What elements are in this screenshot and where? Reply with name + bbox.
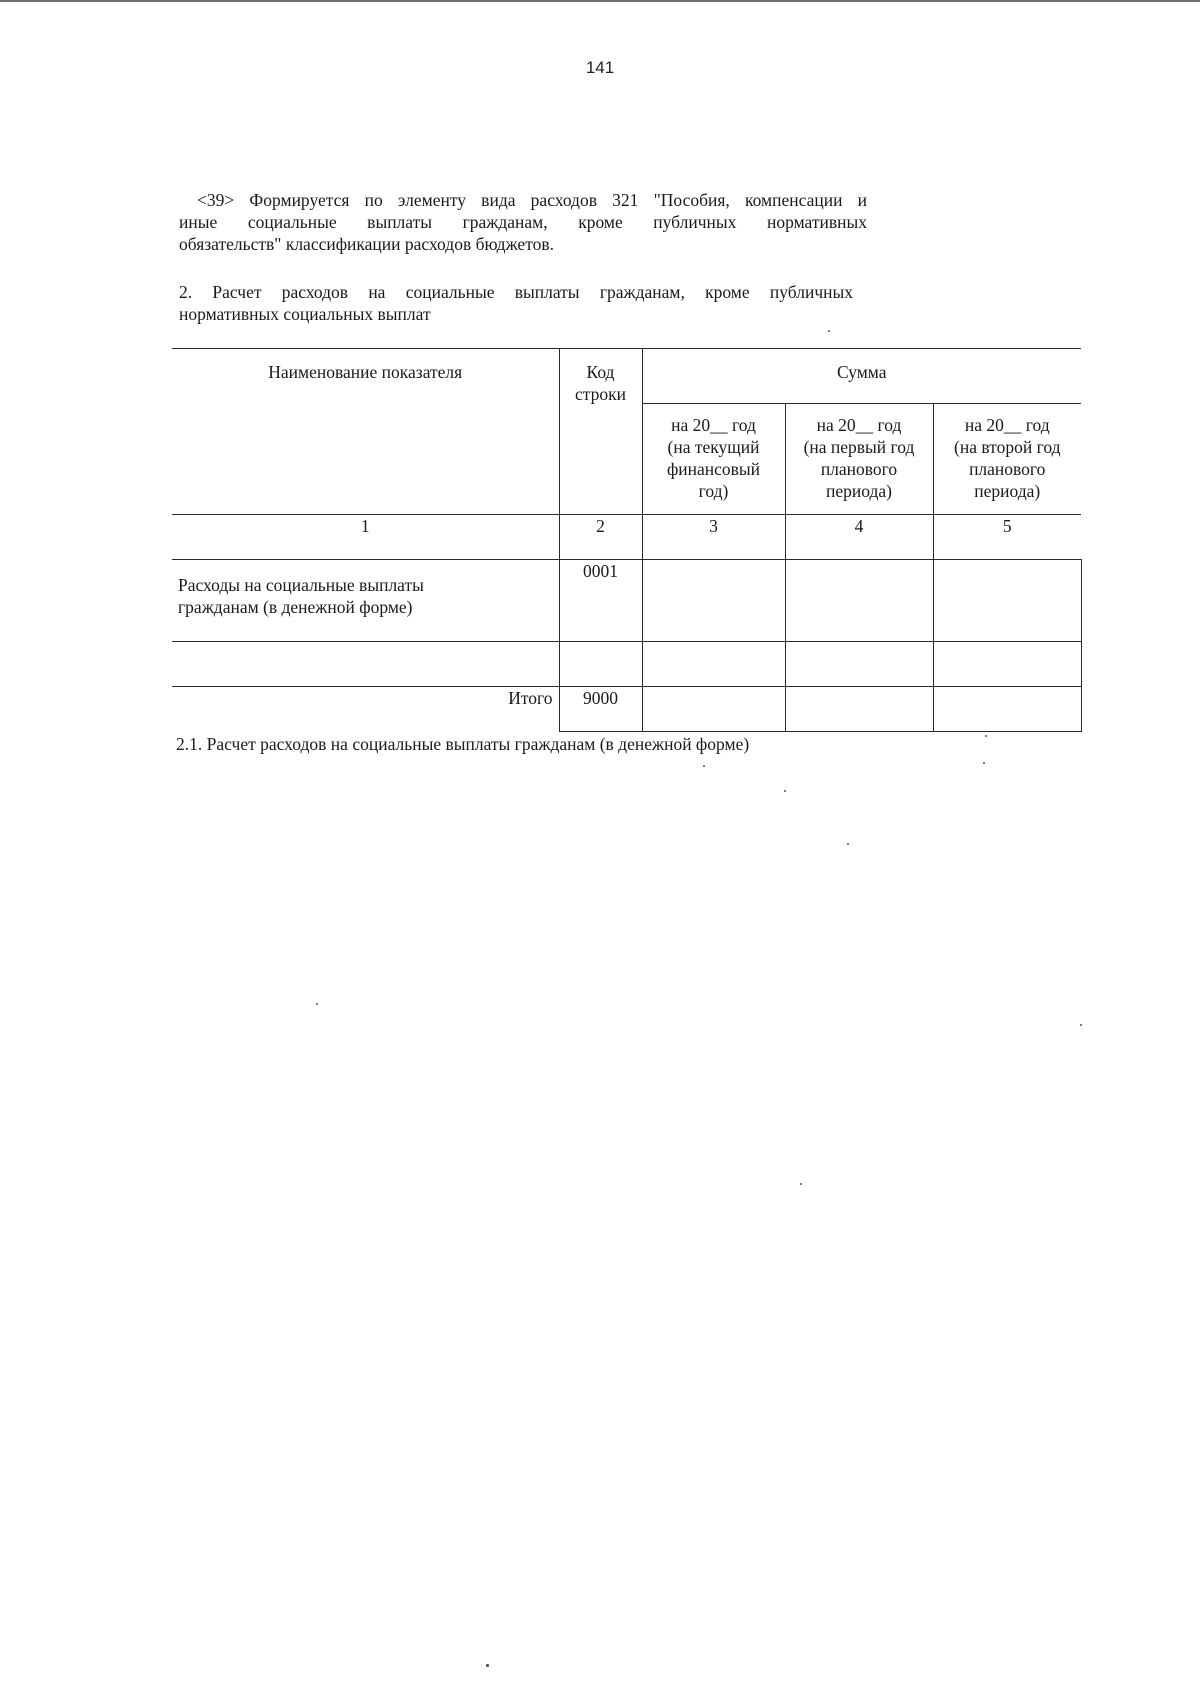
header-line-code: [559, 349, 642, 515]
header-indicator-name: [172, 349, 559, 515]
expense-table: [172, 348, 1082, 732]
row-value-second-plan-year[interactable]: [933, 560, 1081, 642]
row-value-current-year[interactable]: [642, 560, 785, 642]
column-number: 2: [559, 515, 642, 560]
table-row: [172, 642, 1081, 687]
section-title-line: 2. Расчет расходов на социальные выплаты гражданам, кроме публичных: [179, 282, 853, 302]
header-indicator-name-text: Наименование показателя: [268, 362, 463, 382]
row-indicator-name: [172, 560, 559, 642]
column-number: 5: [933, 515, 1081, 560]
total-line-code: 9000: [559, 687, 642, 732]
row-name-line: Расходы на социальные выплаты: [178, 575, 424, 595]
header-text-line: периода): [974, 481, 1041, 501]
header-text-line: финансовый: [666, 459, 761, 479]
row-indicator-name[interactable]: [172, 642, 559, 687]
scan-speck: [1080, 1024, 1082, 1026]
footnote-line: <39> Формируется по элементу вида расходов 321 "Пособия, компенсации и: [197, 190, 867, 210]
page-number: 141: [585, 58, 615, 77]
total-value-second-plan-year[interactable]: [933, 687, 1081, 732]
row-value-first-plan-year[interactable]: [785, 642, 933, 687]
scan-speck: [847, 843, 849, 845]
scan-speck: [985, 735, 987, 737]
expense-table-container: [172, 348, 1082, 732]
footnote-line: обязательств" классификации расходов бюджетов.: [179, 234, 555, 254]
header-code-line: строки: [575, 384, 626, 404]
scan-speck: [800, 1183, 802, 1185]
column-number: 4: [785, 515, 933, 560]
footnote-39: [179, 189, 867, 255]
header-current-year: [642, 404, 785, 515]
column-number: 1: [172, 515, 559, 560]
header-code-line: Код: [586, 362, 615, 382]
scan-speck: [983, 762, 985, 764]
column-number-row: [172, 515, 1081, 560]
subsection-2-1-title: 2.1. Расчет расходов на социальные выплаты гражданам (в денежной форме): [176, 734, 750, 754]
total-row: [172, 687, 1081, 732]
page-top-edge: [0, 0, 1200, 2]
row-value-current-year[interactable]: [642, 642, 785, 687]
header-text-line: планового: [820, 459, 898, 479]
table-header-row: [172, 349, 1081, 404]
section-title-line: нормативных социальных выплат: [179, 304, 431, 324]
footnote-line: иные социальные выплаты гражданам, кроме публичных нормативных: [179, 212, 867, 232]
scan-speck: [486, 1664, 489, 1667]
total-value-first-plan-year[interactable]: [785, 687, 933, 732]
header-sum: [642, 349, 1081, 404]
header-text-line: год): [698, 481, 729, 501]
section-2-title: [179, 281, 853, 325]
header-text-line: на 20__ год: [671, 415, 756, 435]
row-line-code[interactable]: [559, 642, 642, 687]
header-first-plan-year: [785, 404, 933, 515]
scan-speck: [784, 790, 786, 792]
scan-speck: [316, 1003, 318, 1005]
scan-speck: [828, 330, 830, 332]
header-text-line: на 20__ год: [964, 415, 1050, 435]
header-text-line: периода): [826, 481, 892, 501]
header-text-line: на 20__ год: [816, 415, 902, 435]
row-value-second-plan-year[interactable]: [933, 642, 1081, 687]
header-text-line: (на второй год: [954, 437, 1061, 457]
header-text-line: (на текущий: [667, 437, 760, 457]
column-number: 3: [642, 515, 785, 560]
header-text-line: планового: [969, 459, 1046, 479]
header-sum-text: Сумма: [836, 362, 887, 382]
table-row: [172, 560, 1081, 642]
scan-speck: [703, 765, 705, 767]
header-second-plan-year: [933, 404, 1081, 515]
total-value-current-year[interactable]: [642, 687, 785, 732]
total-label: Итого: [172, 687, 559, 732]
row-line-code: 0001: [559, 560, 642, 642]
row-name-line: гражданам (в денежной форме): [178, 597, 413, 617]
header-text-line: (на первый год: [803, 437, 915, 457]
row-value-first-plan-year[interactable]: [785, 560, 933, 642]
